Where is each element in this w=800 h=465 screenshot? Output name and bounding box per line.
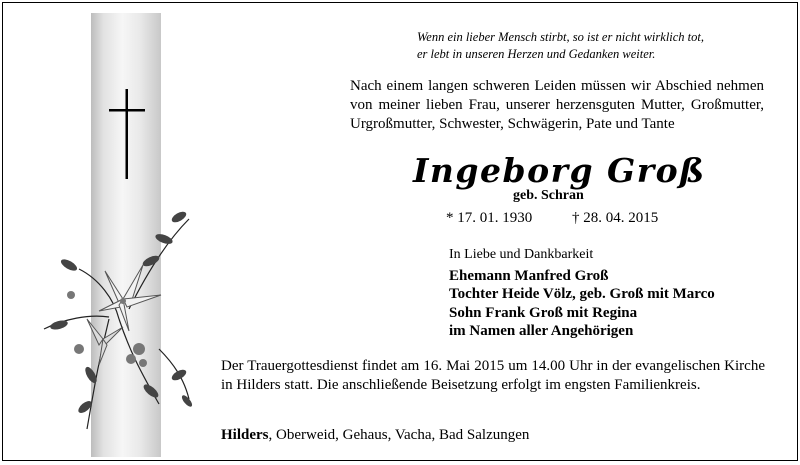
death-date: † 28. 04. 2015 [572, 210, 659, 226]
mourner-line: Ehemann Manfred Groß [449, 268, 609, 284]
maiden-name: geb. Schran [513, 188, 584, 203]
memorial-quote [417, 29, 704, 63]
main-place: Hilders [221, 427, 269, 443]
places-line [221, 427, 529, 444]
announcement-text: Nach einem langen schweren Leiden müssen wir Abschied nehmen von meiner lieben Frau, unserer herzensguten Mutter, Großmutter, Urgroßmutter, Schwester, Schwägerin, Pate und Tante [350, 78, 764, 133]
service-info: Der Trauergottesdienst findet am 16. Mai 2015 um 14.00 Uhr in der evangelischen Kirche in Hilders statt. Die anschließende Beisetzung erfolgt im engsten Familienkreis. [221, 358, 765, 393]
birth-date: * 17. 01. 1930 [446, 210, 533, 226]
other-places: , Oberweid, Gehaus, Vacha, Bad Salzungen [268, 427, 530, 443]
mourners-list [449, 267, 715, 340]
mourner-line: im Namen aller Angehörigen [449, 322, 634, 339]
obituary-notice [2, 2, 798, 461]
quote-line-1: Wenn ein lieber Mensch stirbt, so ist er nicht wirklich tot, [417, 30, 705, 44]
mourner-line: Sohn Frank Groß mit Regina [449, 304, 638, 321]
thanks-line: In Liebe und Dankbarkeit [449, 247, 594, 262]
mourner-line: Tochter Heide Völz, geb. Groß mit Marco [449, 286, 715, 303]
quote-line-2: er lebt in unseren Herzen und Gedanken weiter. [417, 47, 656, 61]
cross-icon [109, 89, 145, 179]
lily-bouquet-icon [39, 199, 199, 431]
life-dates [446, 210, 659, 227]
deceased-name: Ingeborg Groß [413, 151, 706, 190]
